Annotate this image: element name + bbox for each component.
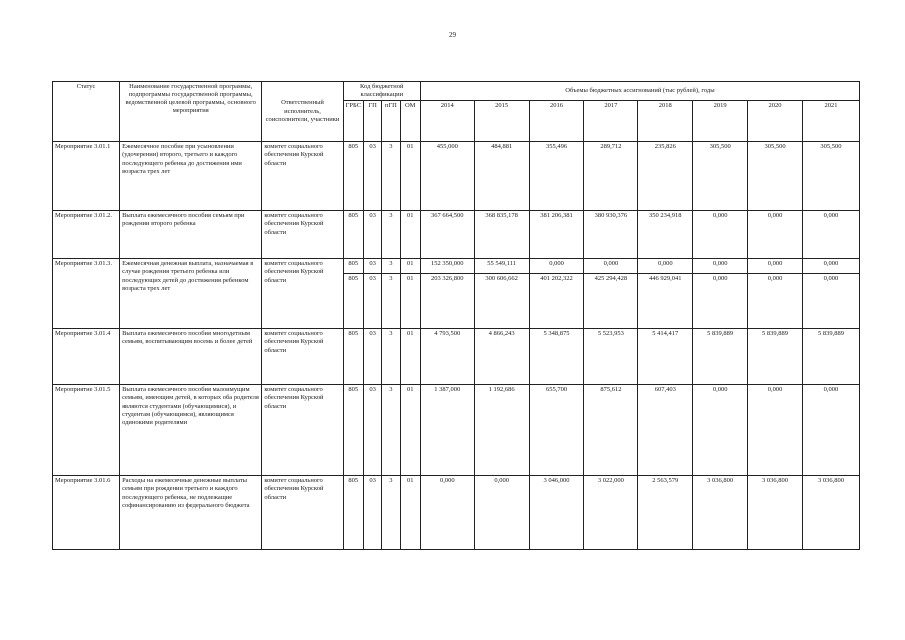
row-value-cell: 5 839,889 xyxy=(802,329,859,385)
row-code-cell: 3 xyxy=(382,142,400,211)
row-value-cell: 2 563,579 xyxy=(638,476,693,550)
row-value-cell: 3 036,800 xyxy=(748,476,803,550)
row-status: Мероприятие 3.01.5 xyxy=(53,385,120,476)
row-value-cell: 5 348,875 xyxy=(529,329,584,385)
row-responsible: комитет социального обеспечения Курской области xyxy=(262,211,343,259)
header-year-col: 2019 xyxy=(693,101,748,142)
row-value-cell: 455,000 xyxy=(420,142,474,211)
row-value-cell: 0,000 xyxy=(802,259,859,274)
row-code-cell: 3 xyxy=(382,274,400,329)
row-responsible: комитет социального обеспечения Курской области xyxy=(262,259,343,329)
row-value-cell: 0,000 xyxy=(693,211,748,259)
row-status: Мероприятие 3.01.6 xyxy=(53,476,120,550)
row-value-cell: 0,000 xyxy=(693,385,748,476)
row-responsible: комитет социального обеспечения Курской области xyxy=(262,385,343,476)
table-row xyxy=(53,476,860,550)
row-value-cell: 875,612 xyxy=(584,385,638,476)
header-year-col: 2014 xyxy=(420,101,474,142)
row-code-cell: 03 xyxy=(363,274,381,329)
row-value-cell: 305,500 xyxy=(693,142,748,211)
row-value-cell: 484,881 xyxy=(474,142,529,211)
row-code-cell: 03 xyxy=(363,259,381,274)
header-year-col: 2021 xyxy=(802,101,859,142)
row-value-cell: 380 930,376 xyxy=(584,211,638,259)
budget-table xyxy=(52,81,860,550)
row-code-cell: 805 xyxy=(343,142,363,211)
row-value-cell: 0,000 xyxy=(802,211,859,259)
row-code-cell: 3 xyxy=(382,329,400,385)
row-value-cell: 289,712 xyxy=(584,142,638,211)
row-value-cell: 235,826 xyxy=(638,142,693,211)
row-code-cell: 03 xyxy=(363,476,381,550)
row-value-cell: 607,403 xyxy=(638,385,693,476)
row-value-cell: 5 414,417 xyxy=(638,329,693,385)
row-value-cell: 152 350,000 xyxy=(420,259,474,274)
row-code-cell: 03 xyxy=(363,385,381,476)
row-value-cell: 0,000 xyxy=(638,259,693,274)
row-code-cell: 3 xyxy=(382,385,400,476)
row-code-cell: 3 xyxy=(382,211,400,259)
header-code-col: ГРБС xyxy=(343,101,363,142)
row-value-cell: 1 192,686 xyxy=(474,385,529,476)
header-status: Статус xyxy=(53,82,120,142)
row-code-cell: 805 xyxy=(343,385,363,476)
row-code-cell: 01 xyxy=(400,329,420,385)
row-value-cell: 0,000 xyxy=(748,259,803,274)
row-value-cell: 368 835,178 xyxy=(474,211,529,259)
row-value-cell: 367 664,500 xyxy=(420,211,474,259)
header-code-group: Код бюджетной классификации xyxy=(343,82,420,101)
row-value-cell: 350 234,918 xyxy=(638,211,693,259)
header-code-col: ОМ xyxy=(400,101,420,142)
row-value-cell: 3 036,800 xyxy=(693,476,748,550)
table-row xyxy=(53,385,860,476)
row-value-cell: 203 326,800 xyxy=(420,274,474,329)
table-row xyxy=(53,329,860,385)
row-code-cell: 03 xyxy=(363,142,381,211)
row-value-cell: 0,000 xyxy=(529,259,584,274)
row-code-cell: 3 xyxy=(382,259,400,274)
row-code-cell: 805 xyxy=(343,211,363,259)
row-value-cell: 425 294,428 xyxy=(584,274,638,329)
row-value-cell: 3 022,000 xyxy=(584,476,638,550)
row-value-cell: 355,496 xyxy=(529,142,584,211)
header-year-col: 2015 xyxy=(474,101,529,142)
row-code-cell: 03 xyxy=(363,211,381,259)
row-name: Ежемесячная денежная выплата, назначаемая в случае рождения третьего ребенка или последующих детей до достижения ребенком возраста трех лет xyxy=(120,259,262,329)
row-value-cell: 4 793,500 xyxy=(420,329,474,385)
header-year-col: 2016 xyxy=(529,101,584,142)
row-name: Расходы на ежемесячные денежные выплаты семьям при рождении третьего и каждого последующего ребенка, не подлежащие софинансированию из федерального бюджета xyxy=(120,476,262,550)
row-value-cell: 401 202,322 xyxy=(529,274,584,329)
header-year-col: 2018 xyxy=(638,101,693,142)
row-status: Мероприятие 3.01.1 xyxy=(53,142,120,211)
row-value-cell: 655,700 xyxy=(529,385,584,476)
header-code-col: пГП xyxy=(382,101,400,142)
row-value-cell: 4 866,243 xyxy=(474,329,529,385)
row-responsible: комитет социального обеспечения Курской области xyxy=(262,142,343,211)
row-name: Ежемесячное пособие при усыновлении (удочерении) второго, третьего и каждого последующего ребенка до достижения ими возраста трех лет xyxy=(120,142,262,211)
row-status: Мероприятие 3.01.3. xyxy=(53,259,120,329)
row-responsible: комитет социального обеспечения Курской области xyxy=(262,329,343,385)
row-code-cell: 01 xyxy=(400,142,420,211)
row-code-cell: 01 xyxy=(400,211,420,259)
row-code-cell: 805 xyxy=(343,329,363,385)
row-value-cell: 0,000 xyxy=(802,385,859,476)
row-value-cell: 5 523,953 xyxy=(584,329,638,385)
header-year-col: 2020 xyxy=(748,101,803,142)
row-status: Мероприятие 3.01.4 xyxy=(53,329,120,385)
row-value-cell: 0,000 xyxy=(802,274,859,329)
header-responsible: Ответственный исполнитель, соисполнители, участники xyxy=(262,82,343,142)
row-value-cell: 0,000 xyxy=(584,259,638,274)
row-status: Мероприятие 3.01.2. xyxy=(53,211,120,259)
row-code-cell: 01 xyxy=(400,476,420,550)
row-value-cell: 0,000 xyxy=(748,385,803,476)
row-value-cell: 0,000 xyxy=(420,476,474,550)
header-volume-group: Объемы бюджетных ассигнований (тыс рублей), годы xyxy=(420,82,859,101)
row-code-cell: 805 xyxy=(343,274,363,329)
row-responsible: комитет социального обеспечения Курской области xyxy=(262,476,343,550)
row-code-cell: 01 xyxy=(400,274,420,329)
row-value-cell: 1 387,000 xyxy=(420,385,474,476)
row-value-cell: 0,000 xyxy=(693,259,748,274)
row-code-cell: 01 xyxy=(400,385,420,476)
row-value-cell: 305,500 xyxy=(802,142,859,211)
table-body xyxy=(53,142,860,550)
row-value-cell: 446 929,041 xyxy=(638,274,693,329)
table-row xyxy=(53,211,860,259)
table-row xyxy=(53,142,860,211)
row-code-cell: 805 xyxy=(343,259,363,274)
row-value-cell: 300 606,662 xyxy=(474,274,529,329)
row-code-cell: 805 xyxy=(343,476,363,550)
row-value-cell: 0,000 xyxy=(748,274,803,329)
row-value-cell: 0,000 xyxy=(474,476,529,550)
header-code-col: ГП xyxy=(363,101,381,142)
header-year-col: 2017 xyxy=(584,101,638,142)
row-value-cell: 55 549,111 xyxy=(474,259,529,274)
row-name: Выплата ежемесячного пособия семьям при рождении второго ребенка xyxy=(120,211,262,259)
row-value-cell: 3 036,800 xyxy=(802,476,859,550)
row-value-cell: 305,500 xyxy=(748,142,803,211)
table-header xyxy=(53,82,860,142)
row-value-cell: 5 839,889 xyxy=(693,329,748,385)
row-name: Выплата ежемесячного пособия малоимущим семьям, имеющим детей, в которых оба родителя являются студентами (обучающимися), и студентам (обучающимся), являющимся одинокими родителями xyxy=(120,385,262,476)
table-row xyxy=(53,259,860,274)
row-value-cell: 5 839,889 xyxy=(748,329,803,385)
row-value-cell: 0,000 xyxy=(693,274,748,329)
row-code-cell: 01 xyxy=(400,259,420,274)
row-code-cell: 03 xyxy=(363,329,381,385)
row-name: Выплата ежемесячного пособия многодетным семьям, воспитывающим восемь и более детей xyxy=(120,329,262,385)
row-value-cell: 381 206,381 xyxy=(529,211,584,259)
row-value-cell: 3 046,000 xyxy=(529,476,584,550)
header-name: Наименование государственной программы, подпрограммы государственной программы, ведомственной целевой программы, основного мероприятия xyxy=(120,82,262,142)
row-value-cell: 0,000 xyxy=(748,211,803,259)
page-number: 29 xyxy=(449,31,456,39)
row-code-cell: 3 xyxy=(382,476,400,550)
